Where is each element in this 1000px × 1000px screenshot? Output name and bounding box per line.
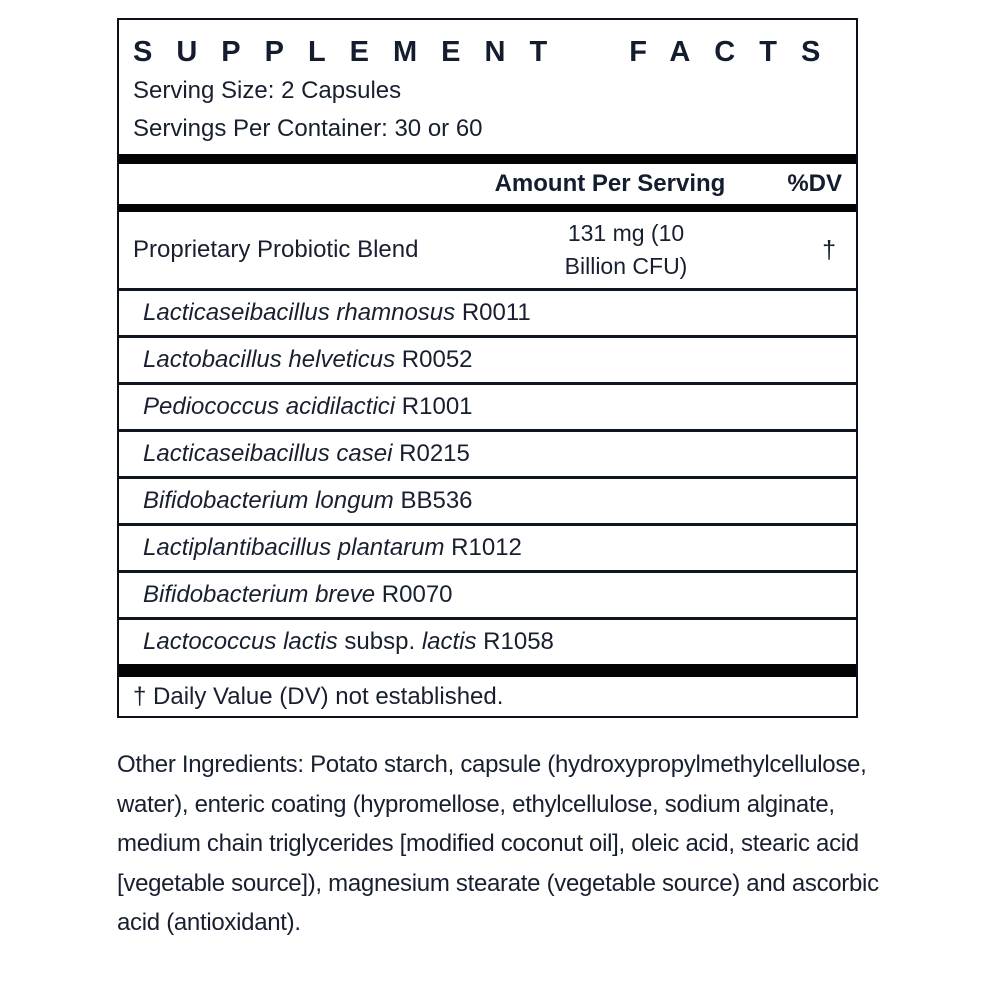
strain-code: R1012 xyxy=(444,534,522,561)
blend-amount-line2: Billion CFU) xyxy=(564,253,688,279)
strain-code: BB536 xyxy=(393,487,473,514)
blend-amount xyxy=(511,217,741,283)
strain-code: R1058 xyxy=(476,628,554,655)
strain-code: R0070 xyxy=(375,581,453,608)
strain-code: R0215 xyxy=(392,440,470,467)
strain-row xyxy=(119,476,856,523)
divider-bar-header xyxy=(119,204,856,212)
blend-amount-line1: 131 mg (10 xyxy=(567,220,685,246)
dv-header: %DV xyxy=(787,170,842,197)
divider-bar-top xyxy=(119,154,856,164)
strain-code: R0052 xyxy=(395,346,473,373)
species-name: Pediococcus acidilactici xyxy=(143,393,396,420)
subspecies-name: lactis xyxy=(421,628,477,655)
blend-name: Proprietary Probiotic Blend xyxy=(133,236,419,263)
servings-per-container: Servings Per Container: 30 or 60 xyxy=(133,115,483,142)
facts-header-section xyxy=(119,20,856,154)
footnote: † Daily Value (DV) not established. xyxy=(133,682,504,710)
strain-row xyxy=(119,335,856,382)
amount-per-serving-header: Amount Per Serving xyxy=(494,170,726,197)
strain-code: R1001 xyxy=(395,393,473,420)
species-name: Lacticaseibacillus casei xyxy=(143,440,393,467)
species-name: Bifidobacterium breve xyxy=(143,581,376,608)
subspecies-label: subsp. xyxy=(337,628,422,655)
species-name: Lactiplantibacillus plantarum xyxy=(143,534,445,561)
strain-row xyxy=(119,570,856,617)
supplement-facts-panel xyxy=(117,18,858,718)
strain-row xyxy=(119,429,856,476)
strain-row xyxy=(119,288,856,335)
strain-code: R0011 xyxy=(455,299,531,326)
strain-row xyxy=(119,617,856,664)
blend-dv-dagger: † xyxy=(822,235,836,264)
serving-size: Serving Size: 2 Capsules xyxy=(133,77,402,104)
strain-rows xyxy=(119,288,856,664)
column-header-row xyxy=(119,164,856,204)
other-ingredients-paragraph: Other Ingredients: Potato starch, capsule (hydroxypropylmethylcellulose, water), enteric coating (hypromellose, ethylcellulose, sodium alginate, medium chain triglycerides [modified coconut oil], oleic acid, stearic acid [vegetable source]), magnesium stearate (vegetable source) and ascorbic acid (antioxidant). xyxy=(117,751,879,936)
species-name: Lacticaseibacillus rhamnosus xyxy=(143,299,456,326)
blend-row xyxy=(119,212,856,288)
strain-row xyxy=(119,382,856,429)
species-name: Bifidobacterium longum xyxy=(143,487,394,514)
species-name: Lactococcus lactis xyxy=(143,628,338,655)
facts-title: SUPPLEMENT FACTS xyxy=(133,36,845,68)
strain-row xyxy=(119,523,856,570)
divider-bar-bottom xyxy=(119,664,856,677)
species-name: Lactobacillus helveticus xyxy=(143,346,396,373)
